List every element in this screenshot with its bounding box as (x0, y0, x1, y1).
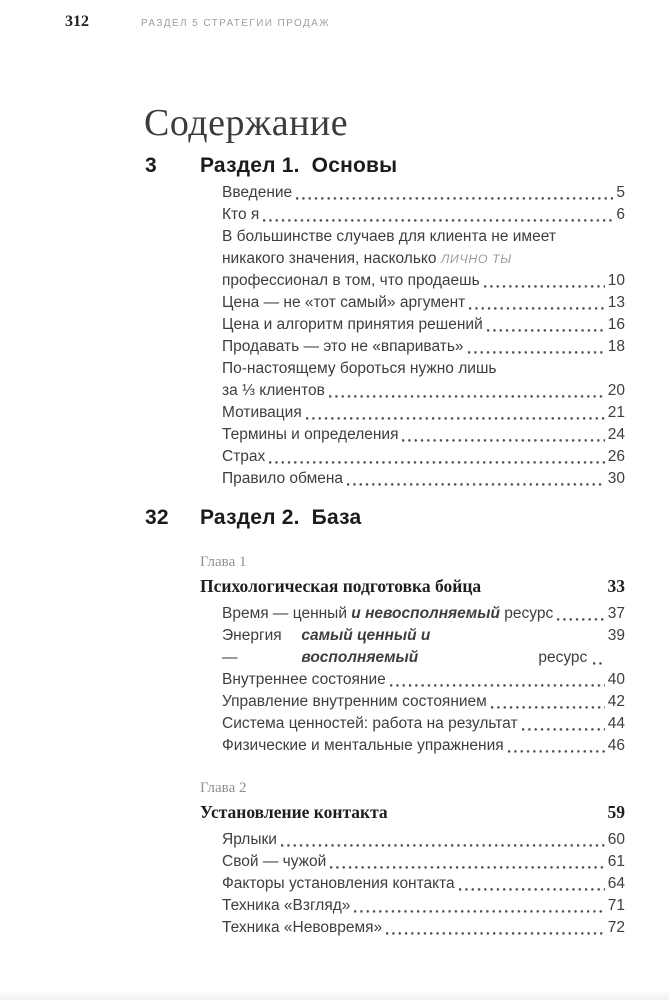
toc-chapter (200, 778, 625, 939)
toc-entry (222, 314, 625, 336)
toc-entry-line (222, 603, 625, 625)
toc-entry (222, 829, 625, 851)
toc-entry-line (222, 270, 625, 292)
chapter-label: Глава 1 (200, 554, 247, 570)
leader-dots (390, 684, 605, 687)
entry-page-number: 6 (616, 206, 625, 223)
entry-page-number: 21 (607, 404, 625, 421)
leader-dots (386, 932, 605, 935)
toc-entry-line (222, 691, 625, 713)
entry-page-number: 30 (607, 470, 625, 487)
entry-text: Физические и ментальные упражнения (222, 737, 504, 754)
toc-entry-line (222, 895, 625, 917)
entry-page-number: 20 (607, 382, 625, 399)
entry-text: самый ценный и восполняемый (301, 627, 435, 666)
leader-dots (508, 750, 605, 753)
toc-section (145, 504, 625, 939)
toc-entry (222, 895, 625, 917)
chapter-title-row (200, 800, 625, 824)
leader-dots (306, 417, 605, 420)
entry-text: Цена и алгоритм принятия решений (222, 316, 483, 333)
leader-dots (330, 866, 604, 869)
toc-entry-line (222, 402, 625, 424)
entry-text: Техника «Невовремя» (222, 919, 383, 936)
chapter-page-number: 59 (607, 802, 625, 822)
section-title: Раздел 2. База (200, 506, 362, 529)
toc-entry-line (222, 625, 625, 669)
leader-dots (484, 285, 605, 288)
toc-entry (222, 669, 625, 691)
leader-dots (354, 910, 604, 913)
toc-entry-line (222, 314, 625, 336)
chapter-title-row (200, 574, 625, 598)
toc-entry-line (222, 735, 625, 757)
entry-page-number: 72 (607, 919, 625, 936)
toc-entry-line (222, 446, 625, 468)
toc-entry (222, 851, 625, 873)
entry-page-number: 40 (607, 671, 625, 688)
toc-entry (222, 735, 625, 757)
toc-entry-line (222, 182, 625, 204)
entry-text: никакого значения, насколько (222, 250, 441, 267)
entry-page-number: 24 (607, 426, 625, 443)
section-heading (145, 152, 625, 179)
chapter-entries (222, 603, 625, 757)
toc-entry (222, 358, 625, 402)
toc-entry-line (222, 204, 625, 226)
leader-dots (522, 728, 605, 731)
page-header (65, 13, 625, 31)
entry-page-number: 64 (607, 875, 625, 892)
entry-text: Энергия — (222, 627, 286, 666)
entry-text: Мотивация (222, 404, 302, 421)
chapter-title: Установление контакта (200, 802, 388, 822)
chapter-entries (222, 829, 625, 939)
leader-dots (593, 662, 605, 665)
entry-page-number: 37 (607, 605, 625, 622)
entry-page-number: 44 (607, 715, 625, 732)
leader-dots (459, 888, 605, 891)
toc-entry-line (222, 248, 625, 270)
entry-page-number: 18 (607, 338, 625, 355)
toc-entry (222, 292, 625, 314)
toc-entry-line (222, 336, 625, 358)
toc-section (145, 152, 625, 490)
toc-entry (222, 873, 625, 895)
section-entries (222, 182, 625, 490)
toc-entry (222, 603, 625, 625)
entry-text: Техника «Взгляд» (222, 897, 351, 914)
page-title: Содержание (144, 102, 349, 145)
entry-page-number: 39 (607, 627, 626, 644)
leader-dots (487, 329, 605, 332)
toc-entry-line (222, 851, 625, 873)
toc-entry-line (222, 292, 625, 314)
leader-dots (469, 307, 604, 310)
toc-entry (222, 226, 625, 292)
toc-entry-line (222, 713, 625, 735)
entry-page-number: 61 (607, 853, 625, 870)
toc-entry (222, 917, 625, 939)
entry-text: Факторы установления контакта (222, 875, 455, 892)
toc-entry-line (222, 424, 625, 446)
toc-entry-line (222, 226, 625, 248)
leader-dots (296, 197, 613, 200)
leader-dots (468, 351, 605, 354)
entry-page-number: 46 (607, 737, 625, 754)
leader-dots (269, 461, 604, 464)
entry-text: ресурс (538, 627, 588, 666)
entry-text: Ярлыки (222, 831, 277, 848)
chapter-label: Глава 2 (200, 780, 247, 796)
leader-dots (281, 844, 605, 847)
leader-dots (491, 706, 605, 709)
toc-entry (222, 204, 625, 226)
entry-text: Страх (222, 448, 266, 465)
entry-text: Свой — чужой (222, 853, 327, 870)
entry-text: Управление внутренним состоянием (222, 693, 487, 710)
toc (145, 152, 625, 939)
toc-entry-line (222, 873, 625, 895)
chapter-page-number: 33 (607, 576, 625, 596)
entry-text: профессионал в том, что продаешь (222, 272, 480, 289)
toc-entry (222, 625, 625, 669)
entry-text: В большинстве случаев для клиента не имеет (222, 228, 556, 245)
entry-text: Система ценностей: работа на результат (222, 715, 518, 732)
entry-page-number: 71 (607, 897, 625, 914)
toc-entry (222, 182, 625, 204)
entry-text: ресурс (499, 605, 554, 622)
entry-page-number: 42 (607, 693, 625, 710)
toc-chapter (200, 552, 625, 757)
toc-entry (222, 468, 625, 490)
entry-text: Продавать — это не «впаривать» (222, 338, 464, 355)
entry-text: Термины и определения (222, 426, 399, 443)
entry-text: Время — ценный (222, 605, 352, 622)
section-page-number: 32 (145, 506, 169, 529)
entry-page-number: 60 (607, 831, 625, 848)
section-page-number: 3 (145, 154, 157, 177)
entry-text: ЛИЧНО ТЫ (440, 252, 512, 266)
toc-entry (222, 691, 625, 713)
entry-page-number: 16 (607, 316, 625, 333)
running-head: РАЗДЕЛ 5 СТРАТЕГИИ ПРОДАЖ (141, 18, 330, 29)
chapter-title: Психологическая подготовка бойца (200, 576, 482, 596)
entry-text: Внутреннее состояние (222, 671, 386, 688)
toc-entry (222, 336, 625, 358)
toc-entry (222, 713, 625, 735)
entry-text: По-настоящему бороться нужно лишь (222, 360, 497, 377)
toc-entry (222, 424, 625, 446)
toc-entry-line (222, 669, 625, 691)
section-heading (145, 504, 625, 531)
entry-text: и невосполняемый (351, 605, 500, 622)
page-number: 312 (65, 13, 89, 30)
toc-entry (222, 402, 625, 424)
leader-dots (347, 483, 605, 486)
toc-entry-line (222, 829, 625, 851)
entry-page-number: 5 (616, 184, 625, 201)
toc-entry-line (222, 468, 625, 490)
leader-dots (557, 618, 605, 621)
entry-text: Правило обмена (222, 470, 344, 487)
toc-entry-line (222, 380, 625, 402)
leader-dots (402, 439, 604, 442)
entry-page-number: 10 (607, 272, 625, 289)
entry-page-number: 13 (607, 294, 625, 311)
entry-text: за ⅓ клиентов (222, 382, 325, 399)
entry-page-number: 26 (607, 448, 625, 465)
toc-entry (222, 446, 625, 468)
toc-entry-line (222, 917, 625, 939)
toc-entry-line (222, 358, 625, 380)
leader-dots (329, 395, 605, 398)
entry-text: Кто я (222, 206, 260, 223)
page-edge-shadow (0, 990, 669, 1000)
leader-dots (263, 219, 613, 222)
entry-text: Цена — не «тот самый» аргумент (222, 294, 466, 311)
section-title: Раздел 1. Основы (200, 154, 398, 177)
entry-text: Введение (222, 184, 293, 201)
